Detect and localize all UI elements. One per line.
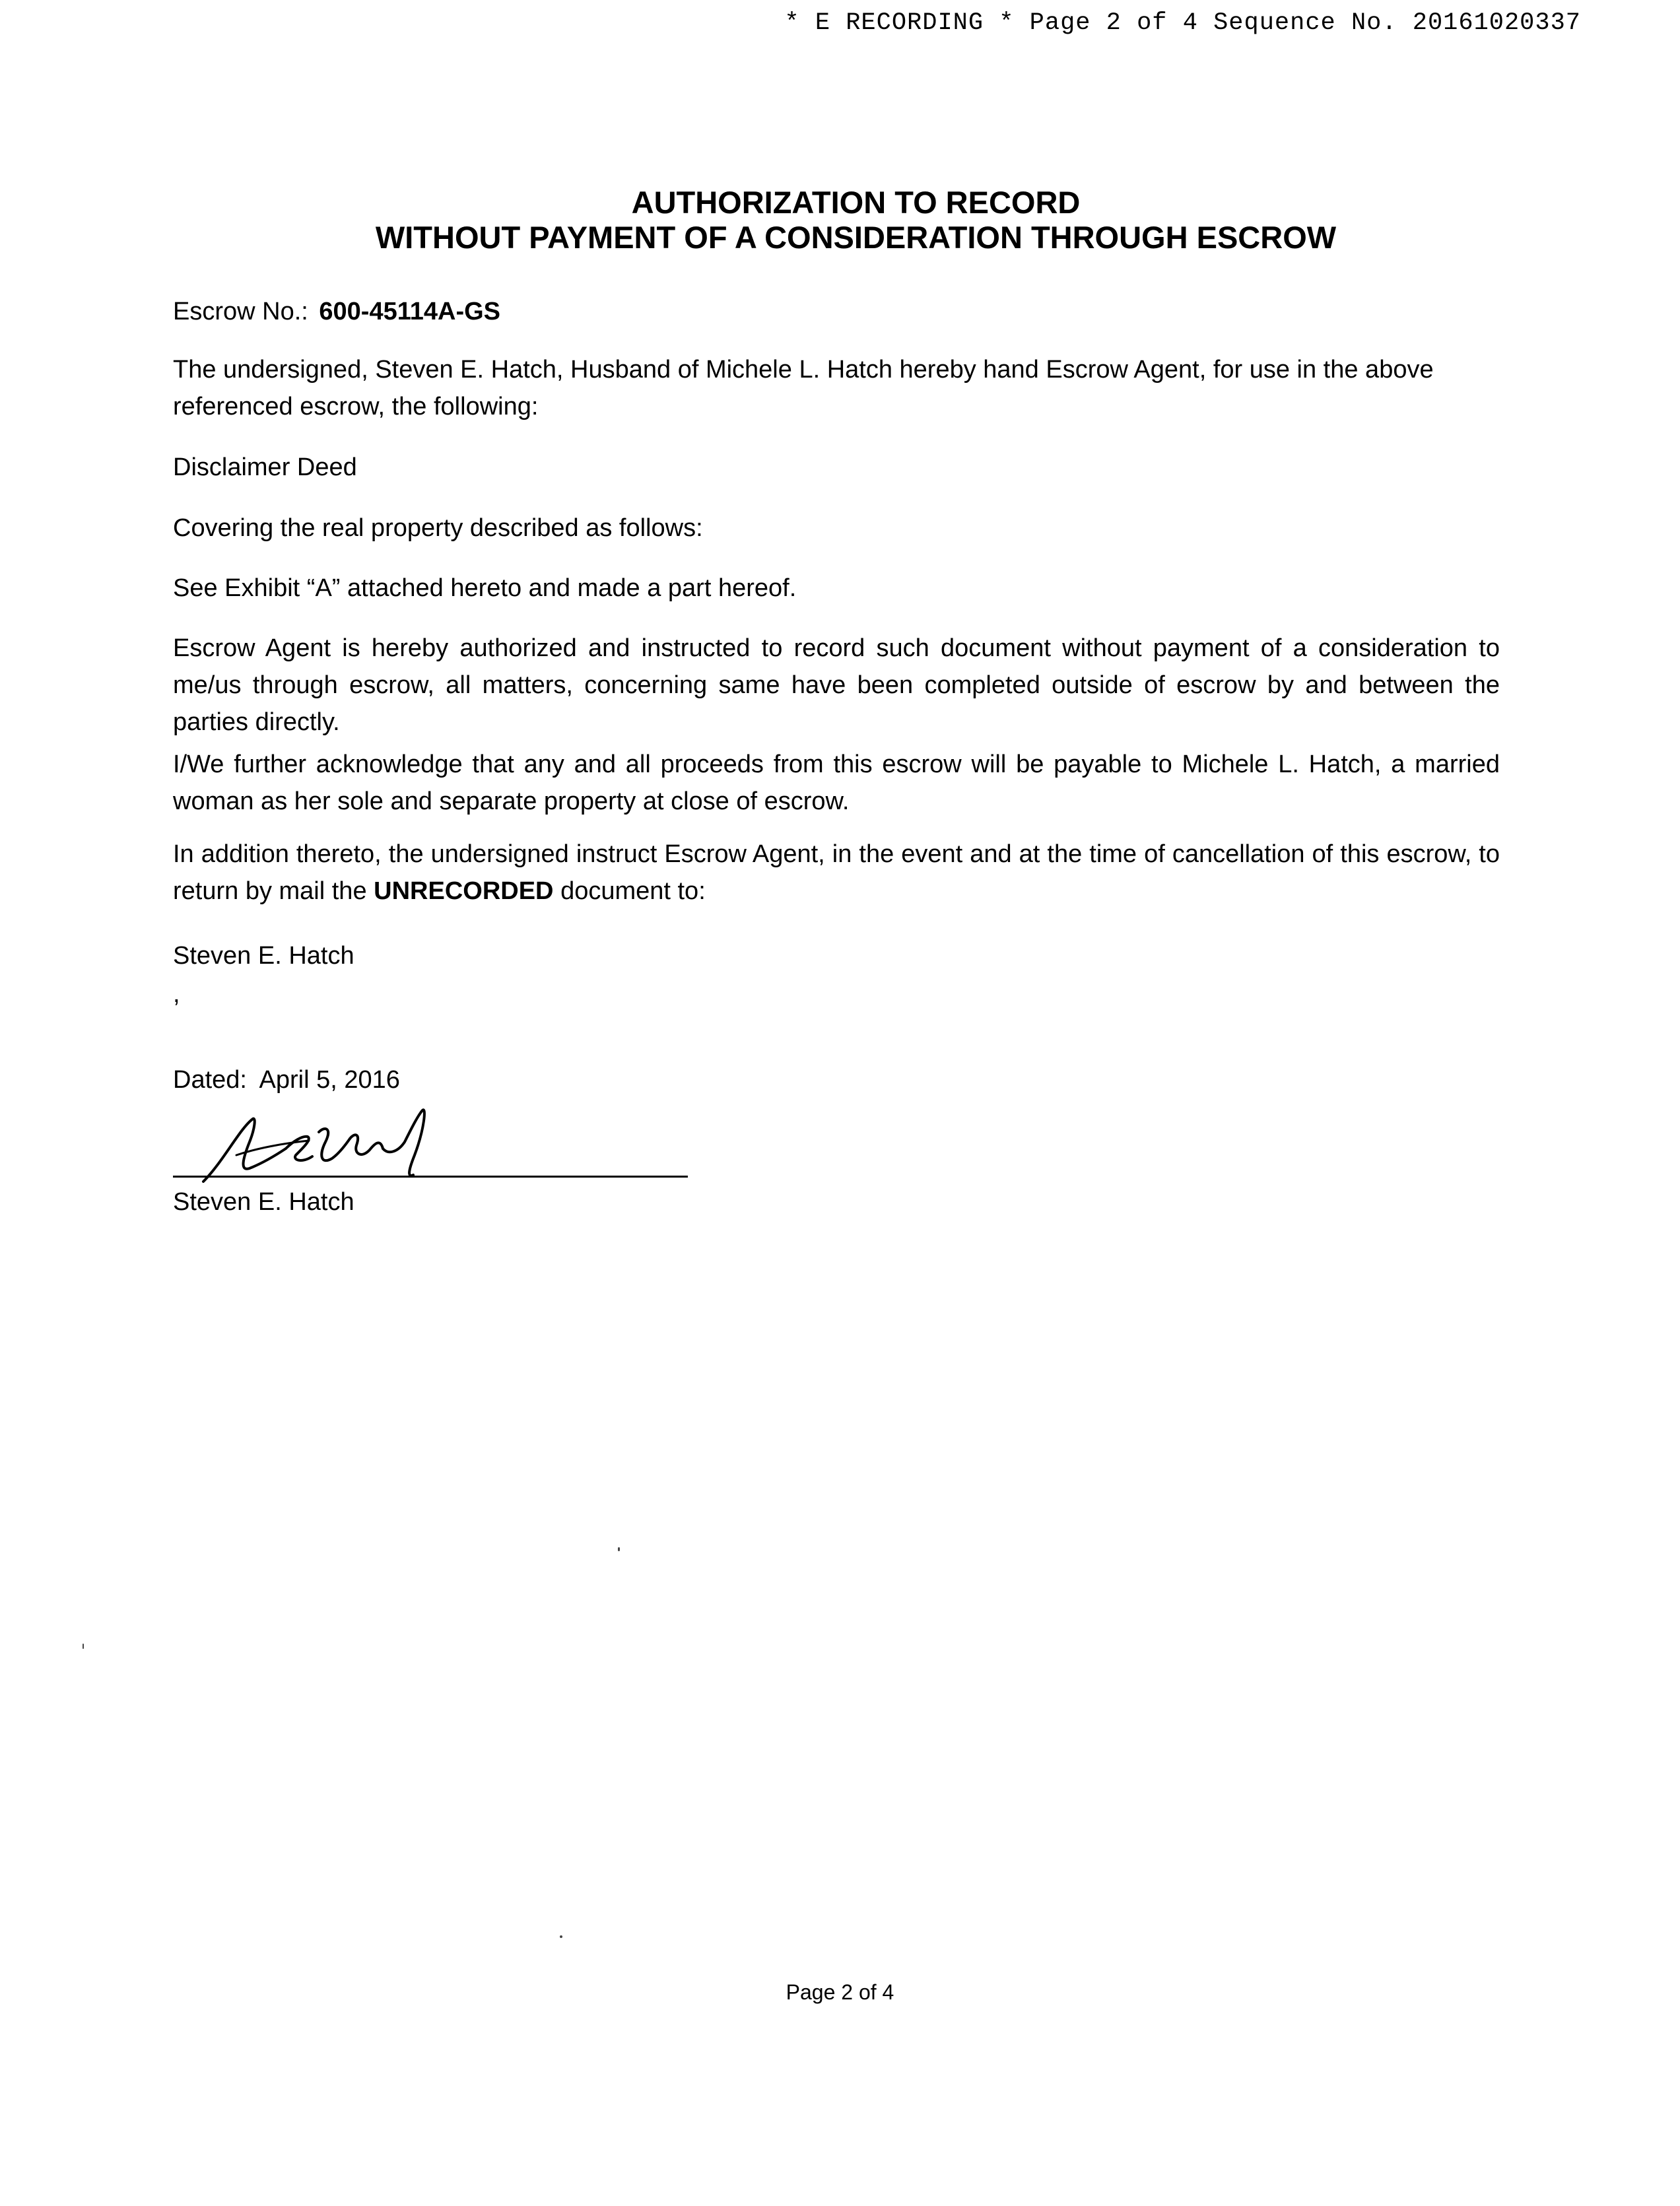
recording-header: * E RECORDING * Page 2 of 4 Sequence No. 20161020337	[784, 9, 1581, 37]
dated-label: Dated:	[173, 1066, 247, 1094]
document-title-line-1: AUTHORIZATION TO RECORD	[631, 185, 1081, 220]
signature-line	[173, 1176, 688, 1178]
cancellation-paragraph	[173, 836, 1500, 910]
dated-line	[173, 1061, 1500, 1098]
escrow-number-line	[173, 293, 1500, 330]
covering-statement: Covering the real property described as follows:	[173, 514, 703, 542]
deed-type: Disclaimer Deed	[173, 453, 357, 481]
return-name: Steven E. Hatch	[173, 942, 354, 970]
exhibit-statement: See Exhibit “A” attached hereto and made a part hereof.	[173, 574, 797, 602]
scan-speck	[618, 1547, 620, 1551]
return-extra: ,	[173, 980, 180, 1008]
signer-name: Steven E. Hatch	[173, 1188, 354, 1216]
scan-speck	[560, 1935, 562, 1938]
intro-paragraph: The undersigned, Steven E. Hatch, Husband of Michele L. Hatch hereby hand Escrow Agent, for use in the above referenced escrow, the following:	[173, 356, 1434, 420]
cancellation-text-2: document to:	[560, 877, 706, 905]
document-title-line-2: WITHOUT PAYMENT OF A CONSIDERATION THROUGH ESCROW	[375, 220, 1337, 255]
unrecorded-emphasis: UNRECORDED	[374, 877, 554, 905]
escrow-label: Escrow No.:	[173, 298, 308, 325]
escrow-number: 600-45114A-GS	[319, 298, 501, 325]
cancellation-text-1: In addition thereto, the undersigned instruct Escrow Agent, in the event and at the time of cancellation of this escrow, to return by mail the	[173, 840, 1500, 905]
dated-value: April 5, 2016	[259, 1066, 400, 1094]
scan-speck	[83, 1644, 84, 1649]
acknowledgement-paragraph: I/We further acknowledge that any and all proceeds from this escrow will be payable to Michele L. Hatch, a married woman as her sole and separate property at close of escrow.	[173, 751, 1500, 815]
page-number: Page 2 of 4	[786, 1980, 894, 2004]
authorization-paragraph: Escrow Agent is hereby authorized and instructed to record such document without payment of a consideration to me/us through escrow, all matters, concerning same have been completed outside of escrow by and between the parties directly.	[173, 634, 1500, 736]
